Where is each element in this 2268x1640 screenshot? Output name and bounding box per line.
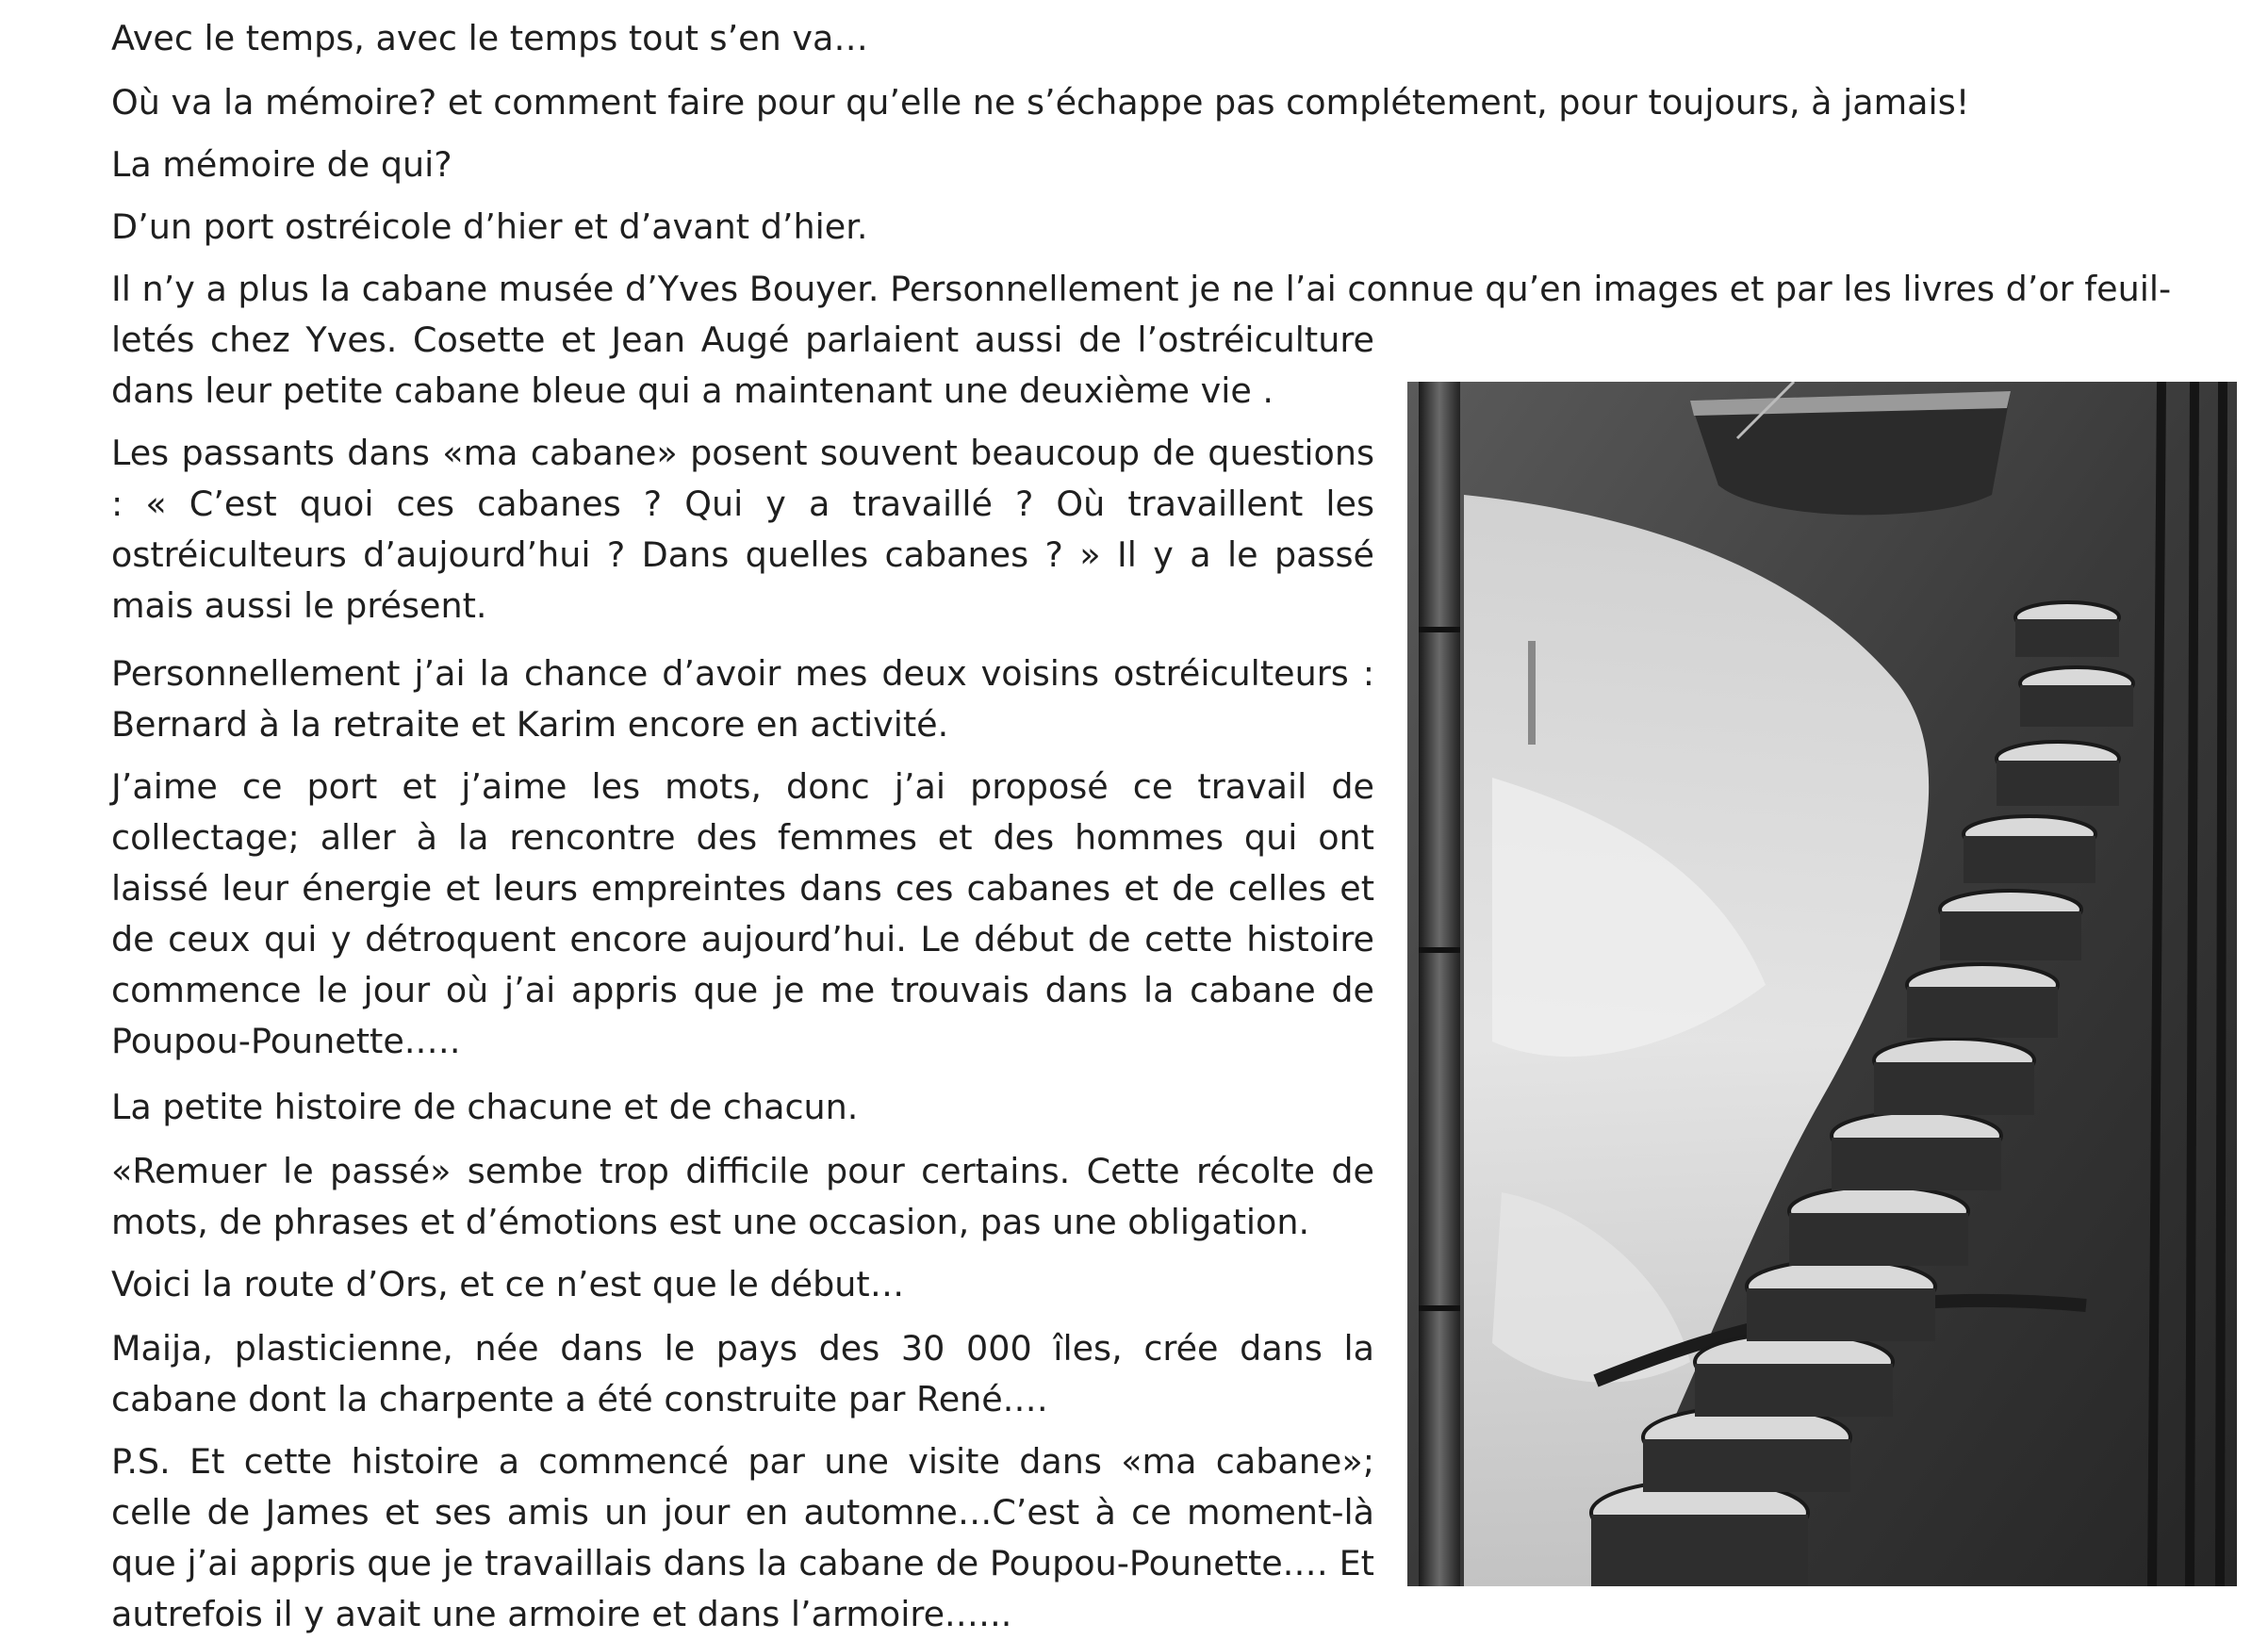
paragraph-8: Personnellement j’ai la chance d’avoir mes deux voisins ostréiculteurs : Bernard à la retraite et Karim encore en activité. xyxy=(111,653,1374,745)
oyster-port-photo-image xyxy=(1407,382,2237,1586)
paragraph-1: Avec le temps, avec le temps tout s’en va… xyxy=(111,18,868,58)
paragraph-10: La petite histoire de chacune et de chacun. xyxy=(111,1087,859,1127)
paragraph-11: «Remuer le passé» sembe trop difficile pour certains. Cette récolte de mots, de phrases et d’émotions est une occasion, pas une obligation. xyxy=(111,1151,1374,1242)
paragraph-5: Il n’y a plus la cabane musée d’Yves Bouyer. Personnellement je ne l’ai connue qu’en images et par les livres d’or feuil- xyxy=(111,269,2172,309)
paragraph-7: Les passants dans «ma cabane» posent souvent beaucoup de questions : « C’est quoi ces cabanes ? Qui y a travaillé ? Où travaillent les ostréiculteurs d’aujourd’hui ? Dans quelles cabanes ? » Il y a le passé mais aussi le présent. xyxy=(111,433,1374,626)
paragraph-9: J’aime ce port et j’aime les mots, donc j’ai proposé ce travail de collectage; aller à la rencontre des femmes et des hommes qui ont laissé leur énergie et leurs empreintes dans ces cabanes et de celles et de ceux qui y détroquent encore aujourd’hui. Le début de cette histoire commence le jour où j’ai appris que je me trouvais dans la cabane de Poupou-Pounette.…. xyxy=(111,766,1374,1061)
paragraph-14: P.S. Et cette histoire a commencé par une visite dans «ma cabane»; celle de James et ses amis un jour en automne…C’est à ce moment-là que j’ai appris que je travaillais dans la cabane de Poupou-Pounette.… Et autrefois il y avait une armoire et dans l’armoire.….. xyxy=(111,1441,1374,1634)
paragraph-2: Où va la mémoire? et comment faire pour qu’elle ne s’échappe pas complétement, pour toujours, à jamais! xyxy=(111,82,1970,123)
paragraph-12: Voici la route d’Ors, et ce n’est que le début… xyxy=(111,1264,905,1304)
paragraph-4: D’un port ostréicole d’hier et d’avant d’hier. xyxy=(111,206,868,247)
paragraph-13: Maija, plasticienne, née dans le pays des 30 000 îles, crée dans la cabane dont la charpente a été construite par René.… xyxy=(111,1328,1374,1419)
oyster-port-photo xyxy=(1407,382,2237,1586)
paragraph-6: letés chez Yves. Cosette et Jean Augé parlaient aussi de l’ostréiculture dans leur petite cabane bleue qui a maintenant une deuxième vie . xyxy=(111,320,1374,411)
paragraph-3: La mémoire de qui? xyxy=(111,144,452,185)
